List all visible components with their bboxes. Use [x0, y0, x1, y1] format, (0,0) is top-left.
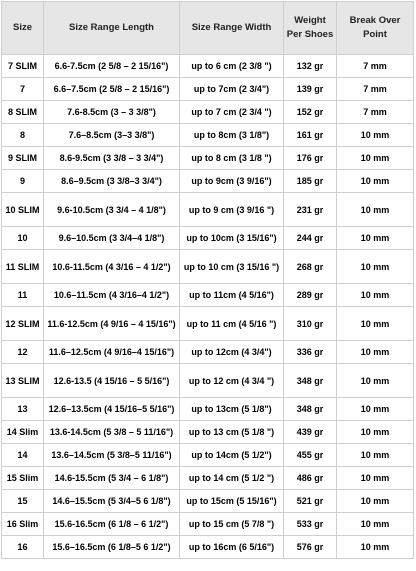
- cell-width: up to 11 cm (4 5/16 "): [180, 307, 284, 341]
- size-table: [1, 1, 414, 559]
- cell-break-over: 10 mm: [337, 250, 414, 284]
- cell-width: up to 12 cm (4 3/4 "): [180, 364, 284, 398]
- cell-break-over: 10 mm: [337, 421, 414, 444]
- header-size-range-length: Size Range Length: [44, 2, 180, 55]
- cell-weight: 310 gr: [284, 307, 337, 341]
- table-row: [2, 124, 414, 147]
- cell-weight: 576 gr: [284, 536, 337, 559]
- table-row: [2, 536, 414, 559]
- table-row: [2, 467, 414, 490]
- header-row: [2, 2, 414, 55]
- cell-weight: 231 gr: [284, 193, 337, 227]
- cell-break-over: 10 mm: [337, 124, 414, 147]
- cell-size: 14 Slim: [2, 421, 44, 444]
- cell-width: up to 14cm (5 1/2"): [180, 444, 284, 467]
- table-row: [2, 364, 414, 398]
- cell-weight: 439 gr: [284, 421, 337, 444]
- cell-weight: 244 gr: [284, 227, 337, 250]
- cell-break-over: 10 mm: [337, 444, 414, 467]
- cell-size: 10 SLIM: [2, 193, 44, 227]
- cell-length: 7.6-8.5cm (3 – 3 3/8"): [44, 101, 180, 124]
- cell-weight: 139 gr: [284, 78, 337, 101]
- cell-length: 6.6-7.5cm (2 5/8 – 2 15/16"): [44, 55, 180, 78]
- cell-size: 11 SLIM: [2, 250, 44, 284]
- cell-length: 12.6–13.5cm (4 15/16–5 5/16"): [44, 398, 180, 421]
- cell-break-over: 10 mm: [337, 341, 414, 364]
- table-row: [2, 250, 414, 284]
- cell-size: 16: [2, 536, 44, 559]
- cell-length: 13.6–14.5cm (5 3/8–5 11/16"): [44, 444, 180, 467]
- cell-break-over: 10 mm: [337, 227, 414, 250]
- cell-length: 10.6–11.5cm (4 3/16–4 1/2"): [44, 284, 180, 307]
- cell-length: 8.6–9.5cm (3 3/8–3 3/4"): [44, 170, 180, 193]
- cell-length: 10.6-11.5cm (4 3/16 – 4 1/2"): [44, 250, 180, 284]
- cell-length: 7.6–8.5cm (3–3 3/8"): [44, 124, 180, 147]
- cell-weight: 152 gr: [284, 101, 337, 124]
- table-row: [2, 147, 414, 170]
- cell-width: up to 10cm (3 15/16"): [180, 227, 284, 250]
- table-row: [2, 513, 414, 536]
- cell-size: 7: [2, 78, 44, 101]
- cell-width: up to 12cm (4 3/4"): [180, 341, 284, 364]
- cell-width: up to 7cm (2 3/4"): [180, 78, 284, 101]
- cell-weight: 176 gr: [284, 147, 337, 170]
- cell-length: 12.6-13.5 (4 15/16 – 5 5/16"): [44, 364, 180, 398]
- table-row: [2, 101, 414, 124]
- cell-break-over: 10 mm: [337, 170, 414, 193]
- cell-weight: 336 gr: [284, 341, 337, 364]
- cell-size: 16 Slim: [2, 513, 44, 536]
- cell-size: 12: [2, 341, 44, 364]
- cell-size: 13: [2, 398, 44, 421]
- cell-size: 9 SLIM: [2, 147, 44, 170]
- cell-width: up to 13cm (5 1/8"): [180, 398, 284, 421]
- cell-break-over: 10 mm: [337, 364, 414, 398]
- cell-break-over: 7 mm: [337, 78, 414, 101]
- cell-length: 11.6–12.5cm (4 9/16–4 15/16"): [44, 341, 180, 364]
- table-row: [2, 341, 414, 364]
- cell-size: 10: [2, 227, 44, 250]
- cell-width: up to 9cm (3 9/16"): [180, 170, 284, 193]
- cell-break-over: 10 mm: [337, 536, 414, 559]
- cell-size: 9: [2, 170, 44, 193]
- table-row: [2, 55, 414, 78]
- cell-length: 9.6–10.5cm (3 3/4–4 1/8"): [44, 227, 180, 250]
- cell-break-over: 10 mm: [337, 513, 414, 536]
- cell-length: 11.6-12.5cm (4 9/16 – 4 15/16"): [44, 307, 180, 341]
- cell-size: 14: [2, 444, 44, 467]
- cell-width: up to 6 cm (2 3/8 "): [180, 55, 284, 78]
- header-weight-per-shoes: Weight Per Shoes: [284, 2, 337, 55]
- cell-size: 15: [2, 490, 44, 513]
- cell-break-over: 7 mm: [337, 101, 414, 124]
- header-break-over-point: Break Over Point: [337, 2, 414, 55]
- table-row: [2, 398, 414, 421]
- cell-width: up to 15 cm (5 7/8 "): [180, 513, 284, 536]
- cell-length: 13.6-14.5cm (5 3/8 – 5 11/16"): [44, 421, 180, 444]
- cell-size: 7 SLIM: [2, 55, 44, 78]
- table-row: [2, 193, 414, 227]
- cell-width: up to 13 cm (5 1/8 "): [180, 421, 284, 444]
- table-row: [2, 421, 414, 444]
- table-row: [2, 227, 414, 250]
- table-row: [2, 170, 414, 193]
- cell-length: 15.6-16.5cm (6 1/8 – 6 1/2"): [44, 513, 180, 536]
- header-size: Size: [2, 2, 44, 55]
- cell-width: up to 8 cm (3 1/8 "): [180, 147, 284, 170]
- cell-break-over: 10 mm: [337, 307, 414, 341]
- cell-size: 8 SLIM: [2, 101, 44, 124]
- cell-length: 15.6–16.5cm (6 1/8–5 6 1/2"): [44, 536, 180, 559]
- cell-size: 13 SLIM: [2, 364, 44, 398]
- cell-weight: 348 gr: [284, 398, 337, 421]
- table-row: [2, 490, 414, 513]
- cell-weight: 455 gr: [284, 444, 337, 467]
- cell-break-over: 10 mm: [337, 398, 414, 421]
- table-row: [2, 78, 414, 101]
- cell-size: 12 SLIM: [2, 307, 44, 341]
- cell-width: up to 16cm (6 5/16"): [180, 536, 284, 559]
- cell-weight: 348 gr: [284, 364, 337, 398]
- cell-width: up to 9 cm (3 9/16 "): [180, 193, 284, 227]
- cell-width: up to 8cm (3 1/8"): [180, 124, 284, 147]
- cell-break-over: 10 mm: [337, 490, 414, 513]
- table-row: [2, 284, 414, 307]
- cell-length: 9.6-10.5cm (3 3/4 – 4 1/8"): [44, 193, 180, 227]
- cell-width: up to 14 cm (5 1/2 "): [180, 467, 284, 490]
- cell-weight: 533 gr: [284, 513, 337, 536]
- cell-length: 6.6–7.5cm (2 5/8 – 2 15/16"): [44, 78, 180, 101]
- cell-weight: 289 gr: [284, 284, 337, 307]
- cell-length: 8.6-9.5cm (3 3/8 – 3 3/4"): [44, 147, 180, 170]
- cell-weight: 268 gr: [284, 250, 337, 284]
- cell-size: 11: [2, 284, 44, 307]
- cell-width: up to 10 cm (3 15/16 "): [180, 250, 284, 284]
- cell-break-over: 7 mm: [337, 55, 414, 78]
- cell-break-over: 10 mm: [337, 147, 414, 170]
- cell-break-over: 10 mm: [337, 467, 414, 490]
- table-row: [2, 444, 414, 467]
- cell-break-over: 10 mm: [337, 284, 414, 307]
- cell-weight: 132 gr: [284, 55, 337, 78]
- cell-width: up to 11cm (4 5/16"): [180, 284, 284, 307]
- cell-size: 15 Slim: [2, 467, 44, 490]
- cell-size: 8: [2, 124, 44, 147]
- header-size-range-width: Size Range Width: [180, 2, 284, 55]
- cell-length: 14.6–15.5cm (5 3/4–5 6 1/8"): [44, 490, 180, 513]
- cell-break-over: 10 mm: [337, 193, 414, 227]
- cell-weight: 486 gr: [284, 467, 337, 490]
- cell-length: 14.6-15.5cm (5 3/4 – 6 1/8"): [44, 467, 180, 490]
- cell-weight: 161 gr: [284, 124, 337, 147]
- cell-weight: 521 gr: [284, 490, 337, 513]
- cell-width: up to 7 cm (2 3/4 "): [180, 101, 284, 124]
- cell-width: up to 15cm (5 15/16"): [180, 490, 284, 513]
- table-row: [2, 307, 414, 341]
- cell-weight: 185 gr: [284, 170, 337, 193]
- table-body: [2, 55, 414, 559]
